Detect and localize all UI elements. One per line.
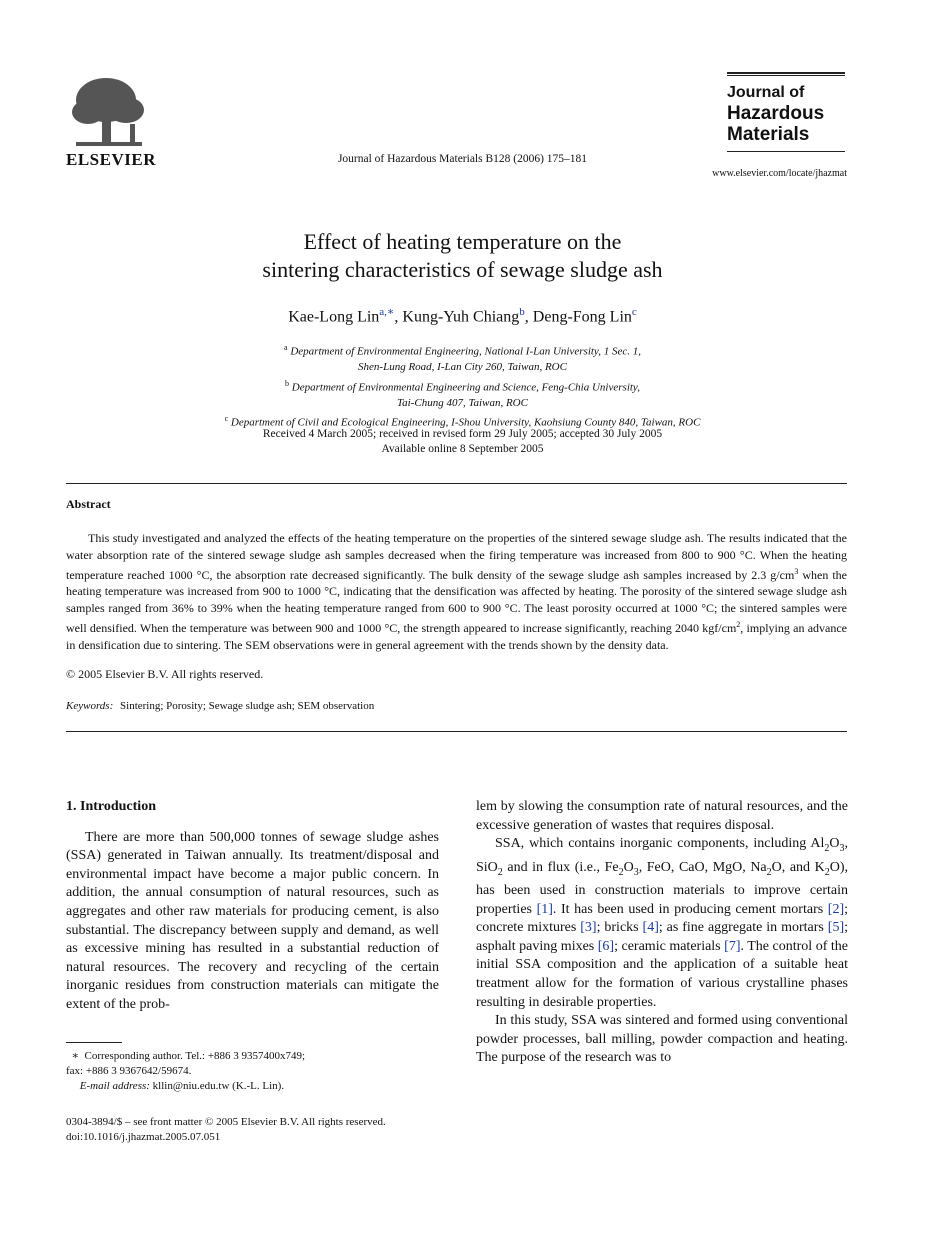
affiliation-b-cont: Tai-Chung 407, Taiwan, ROC — [397, 396, 528, 409]
author-affil-mark[interactable]: c — [631, 306, 637, 318]
article-title — [0, 228, 925, 284]
article-dates — [0, 427, 925, 457]
footnote-rule — [66, 1042, 122, 1043]
body-paragraph: lem by slowing the consumption rate of natural resources, and the excessive generation of wastes that requires disposal. — [476, 799, 848, 833]
text-run: SSA, which contains inorganic components, including Al — [495, 836, 825, 852]
text-run: O, and K — [771, 859, 825, 875]
text-run: ; bricks — [596, 920, 643, 936]
text-run: ; as fine aggregate in mortars — [658, 920, 828, 936]
journal-citation: Journal of Hazardous Materials B128 (2006) 175–181 — [337, 153, 588, 165]
author-list: Kae-Long Lin$^{a,∗}$, Kung-Yuh Chiang$^b$, Deng-Fong Lin$^c$ — [288, 306, 637, 326]
footnote-line — [66, 1079, 305, 1094]
reference-link[interactable]: [4] — [642, 920, 659, 936]
abstract-text-part: when the heating temperature was increased from 900 to 1000 °C, indicating that the densification was affected by heating. The porosity of the sintered sewage sludge ash samples ranged from 36% to 39% when the heating temperature ranged from 600 to 900 °C. The least porosity occurred at 1000 °C; the sintered samples were well densified. When the temperature was between 900 and 1000 °C, the strength appeared to increase significantly, reaching 2040 kgf/cm — [66, 567, 848, 635]
keywords-list: Sintering; Porosity; Sewage sludge ash; SEM observation — [120, 700, 375, 712]
superscript: 3 — [794, 566, 799, 576]
author-affil-mark[interactable]: b — [519, 306, 525, 318]
masthead-rule — [727, 72, 845, 74]
journal-title-line: Materials — [727, 124, 810, 145]
footnote-text: Corresponding author. Tel.: +886 3 9357400x749; — [84, 1050, 306, 1062]
superscript: 2 — [736, 619, 741, 629]
affil-text: Department of Environmental Engineering, National I-Lan University, 1 Sec. 1, — [290, 345, 641, 358]
text-run: . The control of the initial SSA composition and the application of a suitable heat treatment allow for the formation of various crystalline phases resulting in desirable properties. — [476, 938, 848, 1010]
title-line: Effect of heating temperature on the — [303, 229, 622, 254]
subscript: 2 — [824, 842, 830, 854]
reference-link[interactable]: [7] — [724, 938, 741, 954]
subscript: 2 — [618, 866, 624, 878]
body-right-column — [476, 798, 848, 1068]
text-run: , FeO, CaO, MgO, Na — [638, 859, 767, 875]
affil-mark: c — [224, 414, 229, 424]
subscript: 2 — [824, 866, 830, 878]
text-run: ; ceramic materials — [614, 938, 725, 954]
footnote-mark: ∗ — [71, 1050, 79, 1062]
affiliation-a — [0, 340, 925, 360]
front-matter — [66, 1115, 386, 1145]
email-address[interactable]: kllin@niu.edu.tw (K.-L. Lin). — [152, 1080, 285, 1092]
body-paragraph: In this study, SSA was sintered and formed using conventional powder processes, ball milling, powder compaction and heating. The purpose of the research was to — [476, 1013, 848, 1066]
text-run: and in flux (i.e., Fe — [502, 859, 619, 875]
reference-link[interactable]: [6] — [597, 938, 615, 954]
abstract-text-part: , implying an advance in densification due to sintering. The SEM observations were in general agreement with the trends shown by the density data. — [66, 620, 848, 652]
journal-title-line: Hazardous — [727, 103, 825, 124]
body-paragraph: There are more than 500,000 tonnes of sewage sludge ashes (SSA) generated in Taiwan annually. Its treatment/disposal and environmental impact have become a major public concern. In addition, the annual consumption of natural resources, such as aggregates and other raw materials for producing cement, is also substantial. The discrepancy between supply and demand, as well as excessive mining has resulted in a substantial reduction of natural resources. The recovery and recycling of the certain inorganic residues from construction materials can mitigate the extent of the prob- — [66, 829, 439, 1012]
online-date: Available online 8 September 2005 — [381, 443, 544, 455]
footnote-line: fax: +886 3 9367642/59674. — [66, 1065, 192, 1077]
journal-title-line: Journal of — [727, 84, 805, 101]
author-affil-mark[interactable]: a,∗ — [379, 306, 395, 318]
reference-link[interactable]: [2] — [827, 901, 845, 917]
body-paragraph — [476, 835, 848, 1012]
affil-text: Department of Environmental Engineering and Science, Feng-Chia University, — [291, 381, 640, 394]
text-run: O — [623, 859, 634, 875]
affiliation-a-cont: Shen-Lung Road, I-Lan City 260, Taiwan, ROC — [358, 361, 567, 374]
text-run: ; asphalt paving mixes — [476, 920, 848, 954]
reference-link[interactable]: [5] — [827, 920, 845, 936]
masthead-rule — [727, 75, 845, 76]
issn-line: 0304-3894/$ – see front matter © 2005 Elsevier B.V. All rights reserved. — [66, 1116, 386, 1128]
subscript: 3 — [839, 842, 845, 854]
reference-link[interactable]: [3] — [580, 920, 597, 936]
subscript: 3 — [633, 866, 639, 878]
text-run: , SiO — [476, 836, 848, 875]
received-dates: Received 4 March 2005; received in revised form 29 July 2005; accepted 30 July 2005 — [262, 428, 663, 440]
body-left-column — [66, 798, 439, 1015]
affil-mark: a — [284, 343, 288, 352]
text-run: ; concrete mixtures — [476, 901, 848, 936]
subscript: 2 — [766, 866, 772, 878]
corresponding-author-footnote — [66, 1049, 305, 1094]
affiliations — [0, 340, 925, 431]
affil-mark: b — [285, 378, 290, 388]
text-run: O — [829, 836, 840, 852]
publisher-name: ELSEVIER — [66, 150, 156, 169]
author-name: Kae-Long Lin — [288, 308, 380, 326]
journal-masthead — [727, 72, 845, 152]
abstract-copyright: © 2005 Elsevier B.V. All rights reserved. — [66, 667, 264, 681]
author-name: Deng-Fong Lin — [532, 308, 632, 326]
masthead-rule — [727, 151, 845, 152]
abstract-text — [66, 530, 847, 654]
subscript: 2 — [497, 866, 503, 878]
title-line: sintering characteristics of sewage sludge ash — [262, 257, 663, 282]
text-run: O), has been used in construction materials to improve certain properties — [476, 859, 849, 917]
keywords-label: Keywords: — [66, 700, 114, 712]
affiliation-b — [0, 376, 925, 396]
keywords — [66, 700, 374, 712]
footnote-line — [66, 1049, 305, 1064]
email-label: E-mail address: — [79, 1080, 150, 1092]
abstract-text-part: This study investigated and analyzed the effects of the heating temperature on the properties of the sintered sewage sludge ash. The results indicated that the water absorption rate of the sintered sewage sludge ash samples decreased when the firing temperature was increased from 800 to 900 °C. When the heating temperature reached 1000 °C, the absorption rate decreased significantly. The bulk density of the sewage sludge ash samples increased by 2.3 g/cm — [66, 531, 847, 582]
abstract-heading: Abstract — [66, 497, 111, 511]
doi-line[interactable]: doi:10.1016/j.jhazmat.2005.07.051 — [66, 1131, 221, 1143]
journal-url[interactable]: www.elsevier.com/locate/jhazmat — [712, 168, 847, 179]
journal-title — [727, 82, 845, 145]
reference-link[interactable]: [1] — [536, 901, 553, 917]
abstract-rule-top — [66, 483, 847, 484]
section-heading: 1. Introduction — [66, 799, 156, 814]
author-name: Kung-Yuh Chiang — [402, 308, 520, 326]
text-run: . It has been used in producing cement mortars — [552, 901, 828, 917]
affil-text: Department of Civil and Ecological Engineering, I-Shou University, Kaohsiung County 840, Taiwan, ROC — [230, 416, 701, 429]
abstract-rule-bottom — [66, 731, 847, 732]
